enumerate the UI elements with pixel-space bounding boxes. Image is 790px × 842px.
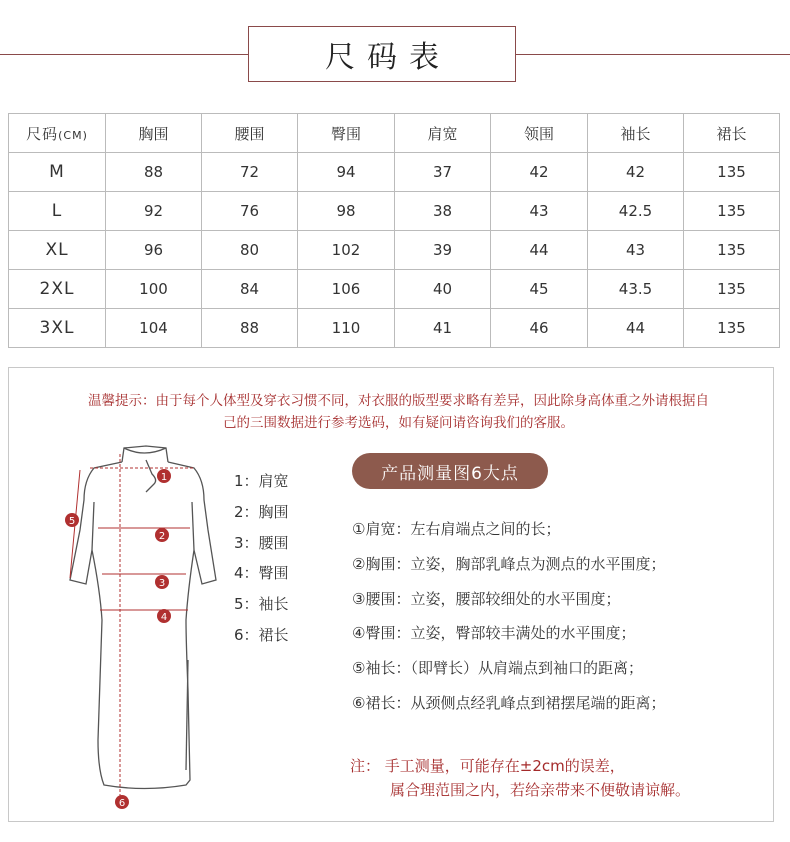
table-cell: 43 xyxy=(491,192,588,231)
legend-item: 6：裙长 xyxy=(234,625,289,644)
table-cell: 76 xyxy=(202,192,298,231)
table-cell: 106 xyxy=(298,270,395,309)
table-cell: 46 xyxy=(491,309,588,348)
table-cell: 45 xyxy=(491,270,588,309)
tip-line-2: 己的三围数据进行参考选码，如有疑问请咨询我们的客服。 xyxy=(223,415,574,431)
header-collar: 领围 xyxy=(491,114,588,153)
table-cell: 135 xyxy=(684,192,780,231)
measurement-legend xyxy=(234,466,289,651)
table-cell: 96 xyxy=(106,231,202,270)
size-cell: 2XL xyxy=(9,270,106,309)
table-cell: 42 xyxy=(588,153,684,192)
table-cell: 135 xyxy=(684,270,780,309)
table-cell: 80 xyxy=(202,231,298,270)
table-cell: 38 xyxy=(395,192,491,231)
table-cell: 100 xyxy=(106,270,202,309)
table-header-row xyxy=(9,114,780,153)
dress-figure-illustration xyxy=(54,440,224,812)
measurement-note xyxy=(350,754,690,802)
size-cell: M xyxy=(9,153,106,192)
table-row xyxy=(9,270,780,309)
note-line-1: 注： 手工测量，可能存在±2cm的误差， xyxy=(350,757,625,775)
header-waist: 腰围 xyxy=(202,114,298,153)
table-cell: 135 xyxy=(684,231,780,270)
header-shoulder: 肩宽 xyxy=(395,114,491,153)
table-cell: 135 xyxy=(684,309,780,348)
marker-2-label: 2 xyxy=(158,531,166,542)
measure-title-badge: 产品测量图6大点 xyxy=(352,453,548,489)
table-cell: 44 xyxy=(491,231,588,270)
header-sleeve: 袖长 xyxy=(588,114,684,153)
size-cell: 3XL xyxy=(9,309,106,348)
table-cell: 43.5 xyxy=(588,270,684,309)
header-size: 尺码(CM) xyxy=(9,114,106,153)
table-row xyxy=(9,309,780,348)
table-cell: 42.5 xyxy=(588,192,684,231)
table-cell: 41 xyxy=(395,309,491,348)
legend-item: 2：胸围 xyxy=(234,502,289,521)
legend-item: 5：袖长 xyxy=(234,595,289,614)
measurement-steps xyxy=(352,512,665,721)
table-cell: 88 xyxy=(106,153,202,192)
step-item: ④臀围：立姿，臀部较丰满处的水平围度； xyxy=(352,624,636,643)
table-cell: 72 xyxy=(202,153,298,192)
table-cell: 102 xyxy=(298,231,395,270)
table-cell: 42 xyxy=(491,153,588,192)
marker-1-label: 1 xyxy=(160,472,168,483)
marker-5-label: 5 xyxy=(68,516,76,527)
size-cell: XL xyxy=(9,231,106,270)
marker-3-label: 3 xyxy=(158,578,166,589)
legend-item: 4：臀围 xyxy=(234,564,289,583)
table-cell: 94 xyxy=(298,153,395,192)
table-cell: 43 xyxy=(588,231,684,270)
step-item: ②胸围：立姿，胸部乳峰点为测点的水平围度； xyxy=(352,554,666,573)
tip-line-1: 温馨提示：由于每个人体型及穿衣习惯不同，对衣服的版型要求略有差异，因此除身高体重之外请根据自 xyxy=(88,393,709,409)
table-cell: 104 xyxy=(106,309,202,348)
step-item: ③腰围：立姿，腰部较细处的水平围度； xyxy=(352,589,621,608)
legend-item: 3：腰围 xyxy=(234,533,289,552)
table-cell: 88 xyxy=(202,309,298,348)
table-row xyxy=(9,192,780,231)
size-table xyxy=(8,113,780,348)
table-cell: 84 xyxy=(202,270,298,309)
title-rule-left xyxy=(0,54,248,55)
title-rule-right xyxy=(516,54,790,55)
header-length: 裙长 xyxy=(684,114,780,153)
marker-4-label: 4 xyxy=(160,612,168,623)
header-chest: 胸围 xyxy=(106,114,202,153)
table-cell: 44 xyxy=(588,309,684,348)
table-cell: 37 xyxy=(395,153,491,192)
page-title-text: 尺码表 xyxy=(325,40,451,75)
table-cell: 92 xyxy=(106,192,202,231)
header-hip: 臀围 xyxy=(298,114,395,153)
size-tip xyxy=(16,390,781,434)
table-cell: 98 xyxy=(298,192,395,231)
marker-6-label: 6 xyxy=(118,798,126,809)
table-cell: 39 xyxy=(395,231,491,270)
legend-item: 1：肩宽 xyxy=(234,472,289,490)
size-cell: L xyxy=(9,192,106,231)
note-line-2: 属合理范围之内，若给亲带来不便敬请谅解。 xyxy=(390,781,691,799)
step-item: ⑤袖长：（即臂长）从肩端点到袖口的距离； xyxy=(352,659,643,678)
table-row xyxy=(9,153,780,192)
table-cell: 40 xyxy=(395,270,491,309)
table-cell: 110 xyxy=(298,309,395,348)
step-item: ⑥裙长：从颈侧点经乳峰点到裙摆尾端的距离； xyxy=(352,693,666,712)
table-row xyxy=(9,231,780,270)
table-cell: 135 xyxy=(684,153,780,192)
step-item: ①肩宽：左右肩端点之间的长； xyxy=(352,520,561,538)
page-title xyxy=(248,26,516,82)
